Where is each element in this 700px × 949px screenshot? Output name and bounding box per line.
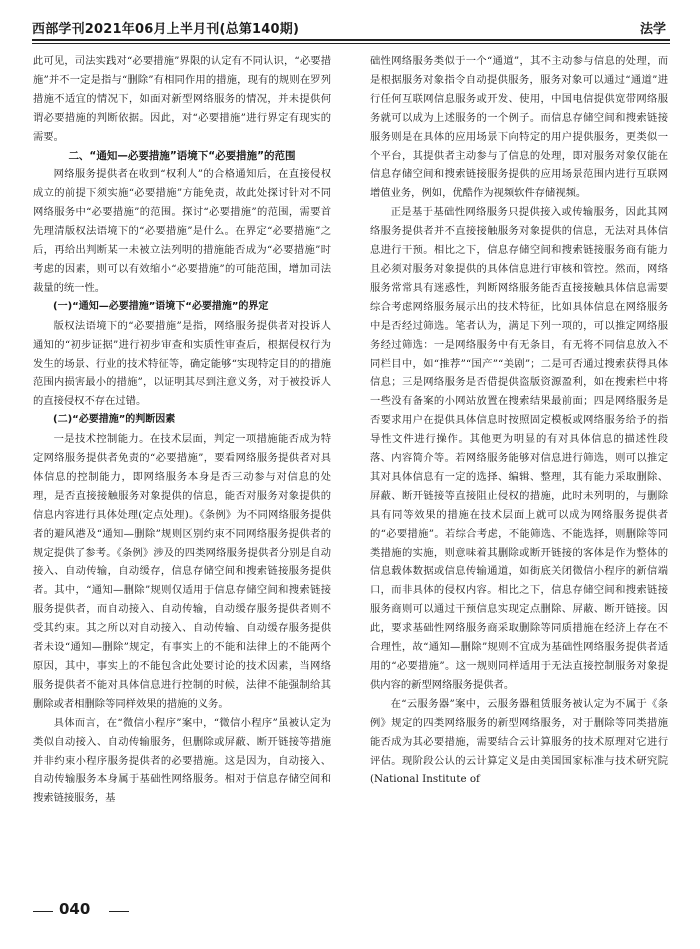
paragraph: 在“云服务器”案中，云服务器租赁服务被认定为不属于《条例》规定的四类网络服务的新型网络服务，对于删除等同类措施能否成为其必要措施，需要结合云计算服务的技术原理对它进行评估。现阶段公认的云计算定义是由美国国家标准与技术研究院(National Institute of (370, 697, 668, 786)
section-heading: (一)“通知—必要措施”语境下“必要措施”的界定 (53, 300, 269, 312)
paragraph: 版权法语境下的“必要措施”是指，网络服务提供者对投诉人通知的“初步证据”进行初步审查和实质性审查后，根据侵权行为发生的场景、行业的技术特征等，确定能够“实现特定目的的措施范围内损害最小的措施”，以证明其尽到注意义务，对于被投诉人的直接侵权不存在过错。 (33, 319, 331, 408)
paragraph: 础性网络服务类似于一个“通道”，其不主动参与信息的处理，而是根据服务对象指令自动提供服务，服务对象可以通过“通道”进行任何互联网信息服务或开发、使用，中国电信提供宽带网络服务就可以成为上述服务的一个例子。而信息存储空间和搜索链接服务则是在具体的应用场景下向特定的用户提供服务，更类似一个平台，其提供者主动参与了信息的处理，即对服务对象仅能在信息存储空间和搜索链接服务提供的应用场景范围内进行互联网增值业务，例如，优酷作为视频软件存储视频。 (370, 55, 668, 200)
page-footer (33, 898, 233, 922)
paragraph: 网络服务提供者在收到“权利人”的合格通知后，在直接侵权成立的前提下须实施“必要措施”方能免责，故此处探讨针对不同网络服务中“必要措施”的范围。探讨“必要措施”的范围，需要首先理清版权法语境下的“必要措施”是什么。在界定“必要措施”之后，再给出判断某一未被立法列明的措施能否成为“必要措施”时考虑的因素，则可以有效缩小“必要措施”的可能范围，增加司法裁量的统一性。 (33, 168, 331, 294)
paragraph: 一是技术控制能力。在技术层面，判定一项措施能否成为特定网络服务提供者免责的“必要措施”，要看网络服务提供者对具体信息的控制能力，即网络服务本身是否三动参与对信息的处理，是否直接接触服务对象提供的信息，能否对服务对象提供的信息内容进行具体处理(定点处理)。《条例》为不同网络服务提供者的避风港及“通知—删除”规则区别约束不同网络服务提供者的规定提供了参考。《条例》涉及的四类网络服务提供者分别是自动接入、自动传输，自动缓存，信息存储空间和搜索链接服务提供者。其中，“通知—删除”规则仅适用于信息存储空间和搜索链接服务提供者，而自动接入、自动传输，自动缓存服务提供者则不受其约束。其之所以对自动接入、自动传输、自动缓存服务提供者未设“通知—删除”规定，有事实上的不能和法律上的不能两个原因，其中，事实上的不能包含此处要讨论的技术因素，当网络服务提供者不能对具体信息进行控制的时候，法律不能强制给其删除或者相删除等同样效果的措施的义务。 (33, 433, 331, 710)
journal-title: 西部学刊2021年06月上半月刊(总第140期) (32, 22, 300, 37)
footer-dash-left (33, 911, 53, 912)
header-rule-thick (32, 39, 670, 41)
section-heading: (二)“必要措施”的判断因素 (53, 414, 176, 426)
right-column (370, 52, 668, 789)
left-column (33, 52, 331, 808)
paragraph: 此可见，司法实践对“必要措施”界限的认定有不同认识，“必要措施”并不一定是指与“删除”有相同作用的措施，现有的规则在罗列措施不适宜的情况下，如面对新型网络服务的情况，并未提供何谓必要措施的判断依据。因此，对“必要措施”进行界定有现实的需要。 (33, 55, 331, 143)
page-number: 040 (59, 900, 91, 918)
page-header (32, 14, 670, 40)
header-rule-thin (32, 43, 670, 44)
paragraph: 具体而言，在“微信小程序”案中，“微信小程序”虽被认定为类似自动接入、自动传输服务，但删除或屏蔽、断开链接等措施并非约束小程序服务提供者的必要措施。这是因为，自动接入、自动传输服务本身属于基础性网络服务。相对于信息存储空间和搜索链接服务，基 (33, 716, 331, 805)
section-heading: 二、“通知—必要措施”语境下“必要措施”的范围 (68, 149, 296, 162)
paragraph: 正是基于基础性网络服务只提供接入或传输服务，因此其网络服务提供者并不直接接触服务对象提供的信息，无法对具体信息进行干预。相比之下，信息存储空间和搜索链接服务商有能力且必须对服务对象提供的具体信息进行审核和管控。然而，网络服务常常具有迷惑性，判断网络服务能否直接接触具体信息需要综合考虑网络服务展示出的技术特征，比如具体信息在网络服务中是否经过筛选。笔者认为，满足下列一项的，可以推定网络服务经过筛选：一是网络服务中有无条目，有无将不同信息放入不同栏目中，如“推荐”“国产”“美剧”；二是可否通过搜索获得具体信息；三是网络服务是否借提供盗版资源盈利，如在搜索栏中将一些没有备案的小网站放置在搜索结果最前面；四是网络服务是否要求用户在提供具体信息时按照固定模板或网络服务给予的指导性文件进行操作。其他更为明显的有对具体信息的描述性段落、内容简介等。若网络服务能够对信息进行筛选，则可以推定其对具体信息有一定的选择、编辑、整理，其有能力采取删除、屏蔽、断开链接等直接阻止侵权的措施，此时未列明的，与删除具有同等效果的措施在技术层面上就可以成为网络服务提供者的“必要措施”。若综合考虑，不能筛选、不能选择，则删除等同类措施的实施，则意味着其删除或断开链接的客体是作为整体的信息载体数据或信息传输通道，如街底关闭微信小程序的新信端口，而非具体的侵权内容。相比之下，信息存储空间和搜索链接服务商则可以通过干预信息实现定点删除、屏蔽、断开链接。因此，要求基础性网络服务商采取删除等同质措施在经济上存在不合理性，故“通知—删除”规则不宜成为基础性网络服务提供者适用的“必要措施”。这一规则同样适用于无法直接控制服务对象提供内容的新型网络服务提供者。 (370, 206, 668, 691)
footer-dash-right (109, 911, 129, 912)
section-label: 法学 (639, 22, 666, 37)
